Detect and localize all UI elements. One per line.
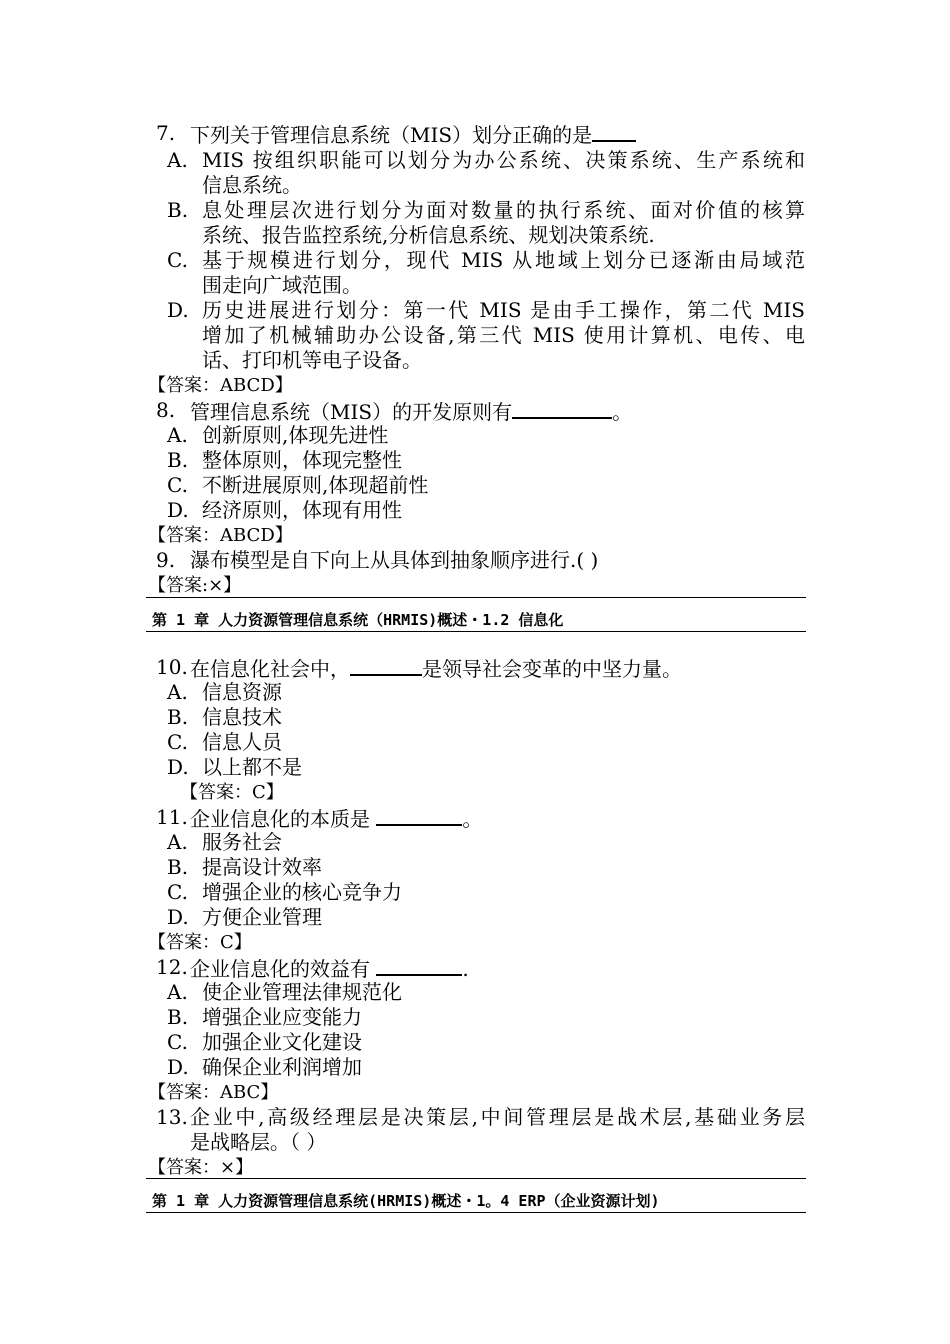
option-text: 信息技术 (202, 705, 282, 729)
option-letter: A. (167, 423, 188, 447)
option-text: 信息资源 (202, 680, 282, 704)
question-number: 12. (156, 955, 188, 979)
option-text: 信息人员 (202, 730, 282, 754)
question-text: 是战略层。（ ） (190, 1130, 327, 1154)
option-text: 使企业管理法律规范化 (202, 980, 402, 1004)
option-text: 增强企业应变能力 (202, 1005, 362, 1029)
answer-blank (350, 655, 422, 676)
question-text: 企业信息化的效益有 . (190, 957, 469, 981)
question-number: 8. (156, 398, 176, 422)
option-letter: C. (167, 730, 188, 754)
option-text: 息处理层次进行划分为面对数量的执行系统、面对价值的核算 (202, 198, 805, 222)
option-letter: D. (167, 905, 189, 929)
section-header: 第 1 章 人力资源管理信息系统（HRMIS)概述・1.2 信息化 (152, 611, 564, 629)
option-text: 不断进展原则,体现超前性 (202, 473, 429, 497)
answer-blank (376, 805, 462, 826)
question-text: 企业中,高级经理层是决策层,中间管理层是战术层,基础业务层 (190, 1105, 805, 1129)
option-letter: B. (167, 1005, 189, 1029)
option-text: 以上都不是 (202, 755, 302, 779)
answer-blank (512, 398, 612, 419)
option-text: 增强企业的核心竞争力 (202, 880, 402, 904)
question-text: 在信息化社会中， 是领导社会变革的中坚力量。 (190, 657, 682, 681)
option-text: 创新原则,体现先进性 (202, 423, 389, 447)
option-letter: C. (167, 1030, 188, 1054)
option-letter: D. (167, 298, 189, 322)
answer-text: 【答案：C】 (148, 932, 252, 953)
option-text: MIS 按组织职能可以划分为办公系统、决策系统、生产系统和 (202, 148, 805, 172)
option-text: 增加了机械辅助办公设备,第三代 MIS 使用计算机、电传、电 (202, 323, 805, 347)
answer-text: 【答案：ABCD】 (148, 525, 293, 546)
option-letter: A. (167, 148, 188, 172)
option-letter: D. (167, 755, 189, 779)
question-text: 瀑布模型是自下向上从具体到抽象顺序进行.( ) (190, 548, 599, 572)
option-text: 基于规模进行划分，现代 MIS 从地域上划分已逐渐由局域范 (202, 248, 805, 272)
option-text: 围走向广域范围。 (202, 273, 362, 297)
option-text: 确保企业利润增加 (202, 1055, 362, 1079)
option-letter: B. (167, 448, 189, 472)
option-text: 方便企业管理 (202, 905, 322, 929)
section-header: 第 1 章 人力资源管理信息系统(HRMIS)概述・1。4 ERP（企业资源计划) (152, 1192, 660, 1210)
question-number: 7. (156, 121, 176, 145)
option-letter: B. (167, 198, 189, 222)
option-text: 话、打印机等电子设备。 (202, 348, 422, 372)
option-text: 信息系统。 (202, 173, 302, 197)
answer-blank (376, 955, 462, 976)
option-text: 提高设计效率 (202, 855, 322, 879)
option-letter: C. (167, 248, 188, 272)
option-text: 加强企业文化建设 (202, 1030, 362, 1054)
answer-text: 【答案：ABC】 (148, 1082, 279, 1103)
option-letter: D. (167, 1055, 189, 1079)
option-letter: D. (167, 498, 189, 522)
option-letter: A. (167, 980, 188, 1004)
option-text: 整体原则，体现完整性 (202, 448, 402, 472)
question-text: 下列关于管理信息系统（MIS）划分正确的是 (190, 121, 636, 148)
option-text: 服务社会 (202, 830, 282, 854)
option-letter: B. (167, 705, 189, 729)
answer-text: 【答案：ABCD】 (148, 375, 293, 396)
question-number: 9. (156, 548, 176, 572)
question-number: 11. (156, 805, 188, 829)
header-rule-top (146, 1178, 806, 1179)
option-text: 经济原则，体现有用性 (202, 498, 402, 522)
header-rule-bottom (146, 631, 806, 632)
question-number: 13. (156, 1105, 188, 1129)
option-letter: C. (167, 880, 188, 904)
question-text: 管理信息系统（MIS）的开发原则有 。 (190, 400, 633, 424)
answer-text: 【答案：×】 (148, 1157, 254, 1178)
option-letter: C. (167, 473, 188, 497)
option-text: 历史进展进行划分：第一代 MIS 是由手工操作，第二代 MIS (202, 298, 805, 322)
question-text: 企业信息化的本质是 。 (190, 807, 483, 831)
option-letter: A. (167, 680, 188, 704)
header-rule-top (146, 597, 806, 598)
option-text: 系统、报告监控系统,分析信息系统、规划决策系统. (202, 223, 655, 247)
option-letter: A. (167, 830, 188, 854)
answer-text: 【答案：C】 (180, 782, 284, 803)
answer-blank (592, 121, 636, 142)
answer-text: 【答案:×】 (148, 575, 242, 596)
option-letter: B. (167, 855, 189, 879)
question-number: 10. (156, 655, 188, 679)
header-rule-bottom (146, 1212, 806, 1213)
